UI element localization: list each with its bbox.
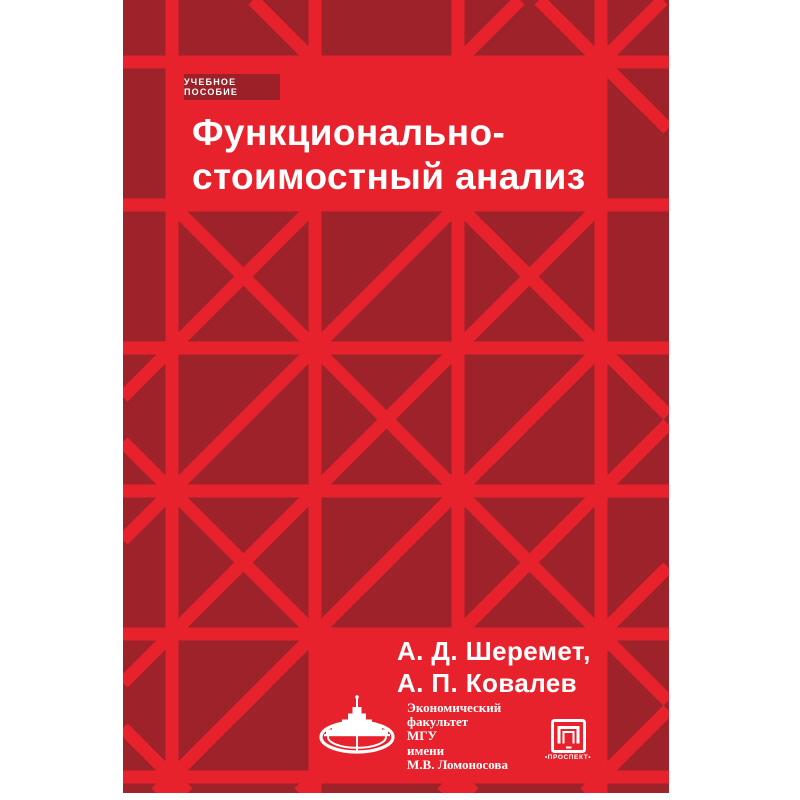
prospekt-logo xyxy=(533,719,603,761)
publisher-line: факультет xyxy=(407,714,469,730)
book-title xyxy=(192,111,612,199)
publisher-line: МГУ xyxy=(407,728,438,744)
publisher-line: Экономический xyxy=(407,700,502,715)
authors xyxy=(397,635,617,699)
book-title-line2: стоимостный анализ xyxy=(192,156,586,197)
publisher-line: М.В. Ломоносова xyxy=(407,756,508,772)
prospekt-logo-icon xyxy=(551,719,586,753)
prospekt-logo-label: •ПРОСПЕКТ• xyxy=(544,754,592,761)
series-badge-label: УЧЕБНОЕ ПОСОБИЕ xyxy=(184,77,239,97)
msu-logo-icon xyxy=(317,692,397,768)
publisher-line: имени xyxy=(407,742,445,758)
book-title-line1: Функционально- xyxy=(192,112,506,153)
author-1: А. Д. Шеремет, xyxy=(397,636,591,666)
series-badge xyxy=(184,74,280,100)
author-2: А. П. Ковалев xyxy=(397,668,578,698)
